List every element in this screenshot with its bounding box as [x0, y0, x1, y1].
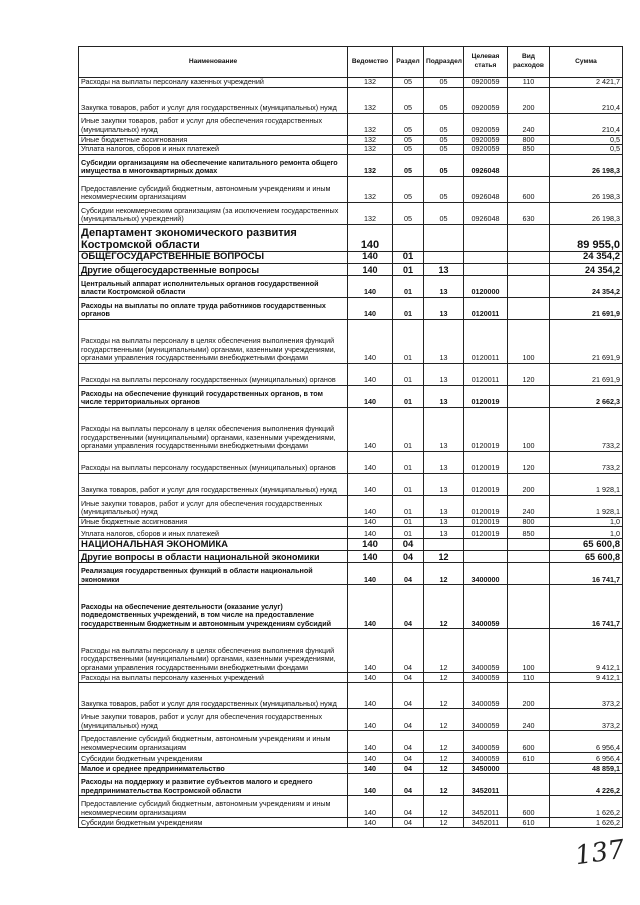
row-department: 140	[348, 363, 393, 385]
row-subsection: 12	[424, 731, 464, 753]
row-department: 132	[348, 87, 393, 113]
row-department: 132	[348, 145, 393, 155]
row-name: Расходы на обеспечение деятельности (оказание услуг) подведомственных учреждений, в том числе на предоставление государственным бюджетным и автономным учреждениям субсидий	[79, 585, 348, 629]
row-sum: 16 741,7	[550, 585, 623, 629]
table-row	[79, 495, 623, 517]
row-section: 04	[393, 753, 424, 764]
row-section: 01	[393, 451, 424, 473]
row-name: Предоставление субсидий бюджетным, автономным учреждениям и иным некоммерческим организациям	[79, 796, 348, 818]
row-expense-type: 600	[508, 796, 550, 818]
row-section: 04	[393, 673, 424, 683]
row-sum: 2 662,3	[550, 385, 623, 407]
row-sum: 1 626,2	[550, 796, 623, 818]
row-department: 132	[348, 113, 393, 135]
row-subsection: 12	[424, 764, 464, 774]
row-sum: 1 928,1	[550, 495, 623, 517]
row-department: 140	[348, 407, 393, 451]
row-name: Департамент экономического развития Костромской области	[79, 224, 348, 251]
row-sum: 48 859,1	[550, 764, 623, 774]
row-name: Расходы на поддержку и развитие субъектов малого и среднего предпринимательства Костромской области	[79, 774, 348, 796]
row-section: 04	[393, 764, 424, 774]
budget-table	[78, 46, 623, 828]
row-section: 01	[393, 473, 424, 495]
table-row	[79, 297, 623, 319]
row-section: 01	[393, 319, 424, 363]
row-name: Субсидии бюджетным учреждениям	[79, 753, 348, 764]
row-sum: 16 741,7	[550, 563, 623, 585]
row-sum: 1,0	[550, 527, 623, 539]
row-section: 05	[393, 135, 424, 145]
table-row	[79, 113, 623, 135]
row-sum: 65 600,8	[550, 539, 623, 551]
row-subsection: 13	[424, 517, 464, 527]
row-expense-type: 100	[508, 319, 550, 363]
row-expense-type: 850	[508, 145, 550, 155]
row-subsection: 13	[424, 451, 464, 473]
table-row	[79, 764, 623, 774]
row-target-article: 0120019	[464, 495, 508, 517]
row-subsection: 05	[424, 113, 464, 135]
table-row	[79, 135, 623, 145]
row-section: 04	[393, 731, 424, 753]
row-sum: 24 354,2	[550, 275, 623, 297]
row-target-article: 0920059	[464, 113, 508, 135]
row-subsection: 05	[424, 87, 464, 113]
row-name: Другие общегосударственные вопросы	[79, 263, 348, 275]
row-expense-type: 240	[508, 709, 550, 731]
table-row	[79, 683, 623, 709]
row-target-article: 3400059	[464, 629, 508, 673]
row-name: Центральный аппарат исполнительных органов государственной власти Костромской области	[79, 275, 348, 297]
row-subsection: 12	[424, 683, 464, 709]
row-name: Субсидии некоммерческим организациям (за исключением государственных (муниципальных) учреждений)	[79, 202, 348, 224]
row-department: 140	[348, 731, 393, 753]
row-sum: 24 354,2	[550, 263, 623, 275]
row-section: 04	[393, 774, 424, 796]
row-subsection: 12	[424, 563, 464, 585]
row-sum: 0,5	[550, 135, 623, 145]
row-department: 140	[348, 818, 393, 828]
row-subsection: 13	[424, 297, 464, 319]
row-section: 05	[393, 145, 424, 155]
row-department: 140	[348, 527, 393, 539]
row-name: Уплата налогов, сборов и иных платежей	[79, 145, 348, 155]
row-section: 01	[393, 297, 424, 319]
row-subsection	[424, 251, 464, 263]
table-row	[79, 176, 623, 202]
row-sum: 0,5	[550, 145, 623, 155]
row-sum: 9 412,1	[550, 629, 623, 673]
row-section: 01	[393, 251, 424, 263]
row-department: 140	[348, 539, 393, 551]
row-name: Предоставление субсидий бюджетным, автономным учреждениям и иным некоммерческим организациям	[79, 176, 348, 202]
row-sum: 21 691,9	[550, 363, 623, 385]
row-target-article: 0120019	[464, 451, 508, 473]
row-department: 140	[348, 709, 393, 731]
row-target-article: 0120011	[464, 297, 508, 319]
row-target-article: 3400059	[464, 753, 508, 764]
row-target-article: 0926048	[464, 202, 508, 224]
row-sum: 733,2	[550, 451, 623, 473]
row-name: Расходы на выплаты персоналу в целях обеспечения выполнения функций государственными (муниципальными) органами, казенными учреждениями, органами управления государственными внебюджетными фондами	[79, 629, 348, 673]
header-subsection: Подраздел	[424, 47, 464, 78]
table-row	[79, 78, 623, 88]
row-target-article: 3400059	[464, 709, 508, 731]
row-expense-type	[508, 297, 550, 319]
row-department: 140	[348, 673, 393, 683]
row-department: 140	[348, 764, 393, 774]
row-target-article	[464, 539, 508, 551]
row-subsection: 13	[424, 473, 464, 495]
row-department: 132	[348, 176, 393, 202]
row-subsection: 12	[424, 709, 464, 731]
row-expense-type	[508, 585, 550, 629]
table-row	[79, 796, 623, 818]
row-expense-type: 600	[508, 731, 550, 753]
row-subsection: 12	[424, 774, 464, 796]
table-row	[79, 87, 623, 113]
table-row	[79, 224, 623, 251]
table-row	[79, 539, 623, 551]
table-row	[79, 275, 623, 297]
row-subsection	[424, 539, 464, 551]
row-subsection: 05	[424, 154, 464, 176]
row-section: 04	[393, 585, 424, 629]
row-target-article: 0920059	[464, 78, 508, 88]
row-expense-type: 120	[508, 451, 550, 473]
budget-table-sheet	[78, 46, 622, 828]
row-department: 132	[348, 135, 393, 145]
row-department: 140	[348, 563, 393, 585]
row-subsection: 13	[424, 263, 464, 275]
row-subsection: 05	[424, 78, 464, 88]
row-name: Другие вопросы в области национальной экономики	[79, 551, 348, 563]
row-name: Расходы на выплаты персоналу казенных учреждений	[79, 78, 348, 88]
row-department: 140	[348, 224, 393, 251]
row-expense-type: 240	[508, 113, 550, 135]
row-section: 05	[393, 154, 424, 176]
row-target-article: 0920059	[464, 87, 508, 113]
table-row	[79, 145, 623, 155]
row-target-article: 3452011	[464, 818, 508, 828]
row-subsection: 05	[424, 202, 464, 224]
row-department: 140	[348, 275, 393, 297]
row-sum: 1,0	[550, 517, 623, 527]
row-subsection: 12	[424, 551, 464, 563]
row-sum: 210,4	[550, 87, 623, 113]
row-name: Реализация государственных функций в области национальной экономики	[79, 563, 348, 585]
row-name: Иные закупки товаров, работ и услуг для обеспечения государственных (муниципальных) нужд	[79, 709, 348, 731]
row-section: 04	[393, 551, 424, 563]
row-section	[393, 224, 424, 251]
row-name: Расходы на выплаты по оплате труда работников государственных органов	[79, 297, 348, 319]
row-name: Субсидии бюджетным учреждениям	[79, 818, 348, 828]
row-target-article	[464, 551, 508, 563]
row-subsection: 05	[424, 135, 464, 145]
row-name: НАЦИОНАЛЬНАЯ ЭКОНОМИКА	[79, 539, 348, 551]
row-expense-type	[508, 563, 550, 585]
row-target-article: 3400000	[464, 563, 508, 585]
header-expense-type: Вид расходов	[508, 47, 550, 78]
row-target-article: 3400059	[464, 673, 508, 683]
header-department: Ведомство	[348, 47, 393, 78]
table-row	[79, 319, 623, 363]
row-section: 01	[393, 263, 424, 275]
row-section: 01	[393, 495, 424, 517]
header-target-article: Целевая статья	[464, 47, 508, 78]
row-section: 04	[393, 818, 424, 828]
row-expense-type	[508, 275, 550, 297]
row-expense-type	[508, 224, 550, 251]
row-department: 132	[348, 78, 393, 88]
row-department: 140	[348, 517, 393, 527]
row-sum: 1 626,2	[550, 818, 623, 828]
row-target-article	[464, 224, 508, 251]
row-name: Иные бюджетные ассигнования	[79, 517, 348, 527]
table-row	[79, 517, 623, 527]
row-expense-type	[508, 774, 550, 796]
row-name: Расходы на выплаты персоналу государственных (муниципальных) органов	[79, 363, 348, 385]
row-target-article: 0920059	[464, 135, 508, 145]
row-department: 140	[348, 796, 393, 818]
row-expense-type: 100	[508, 629, 550, 673]
row-department: 140	[348, 774, 393, 796]
row-subsection: 13	[424, 495, 464, 517]
row-target-article: 0120000	[464, 275, 508, 297]
table-row	[79, 551, 623, 563]
row-target-article: 0120019	[464, 517, 508, 527]
row-subsection: 13	[424, 363, 464, 385]
row-expense-type	[508, 385, 550, 407]
row-target-article: 0120019	[464, 385, 508, 407]
row-section: 05	[393, 87, 424, 113]
row-section: 04	[393, 683, 424, 709]
row-expense-type: 800	[508, 517, 550, 527]
row-target-article: 0120011	[464, 319, 508, 363]
row-name: Расходы на обеспечение функций государственных органов, в том числе территориальных органов	[79, 385, 348, 407]
table-row	[79, 629, 623, 673]
row-section: 05	[393, 78, 424, 88]
row-department: 140	[348, 473, 393, 495]
row-sum: 2 421,7	[550, 78, 623, 88]
row-target-article: 0926048	[464, 176, 508, 202]
row-expense-type: 200	[508, 87, 550, 113]
row-target-article: 0120019	[464, 407, 508, 451]
row-department: 140	[348, 263, 393, 275]
row-section: 05	[393, 176, 424, 202]
row-subsection: 05	[424, 145, 464, 155]
row-name: Иные закупки товаров, работ и услуг для обеспечения государственных (муниципальных) нужд	[79, 495, 348, 517]
row-section: 05	[393, 113, 424, 135]
row-department: 140	[348, 629, 393, 673]
row-section: 04	[393, 539, 424, 551]
row-sum: 21 691,9	[550, 297, 623, 319]
table-row	[79, 251, 623, 263]
row-target-article: 3400059	[464, 683, 508, 709]
row-department: 140	[348, 683, 393, 709]
row-name: Субсидии организациям на обеспечение капитального ремонта общего имущества в многоквартирных домах	[79, 154, 348, 176]
row-expense-type: 110	[508, 673, 550, 683]
row-target-article: 3400059	[464, 731, 508, 753]
row-section: 04	[393, 563, 424, 585]
row-expense-type	[508, 251, 550, 263]
header-sum: Сумма	[550, 47, 623, 78]
row-section: 05	[393, 202, 424, 224]
row-target-article: 3452011	[464, 774, 508, 796]
row-sum: 373,2	[550, 683, 623, 709]
row-subsection: 12	[424, 753, 464, 764]
row-department: 140	[348, 319, 393, 363]
row-sum: 6 956,4	[550, 753, 623, 764]
header-section: Раздел	[393, 47, 424, 78]
row-expense-type	[508, 263, 550, 275]
row-sum: 26 198,3	[550, 202, 623, 224]
row-department: 140	[348, 385, 393, 407]
row-sum: 6 956,4	[550, 731, 623, 753]
row-subsection: 13	[424, 319, 464, 363]
row-department: 140	[348, 451, 393, 473]
row-sum: 21 691,9	[550, 319, 623, 363]
row-expense-type: 110	[508, 78, 550, 88]
row-expense-type	[508, 154, 550, 176]
row-expense-type: 600	[508, 176, 550, 202]
row-section: 04	[393, 629, 424, 673]
row-target-article	[464, 263, 508, 275]
row-expense-type	[508, 764, 550, 774]
row-name: Расходы на выплаты персоналу государственных (муниципальных) органов	[79, 451, 348, 473]
row-section: 01	[393, 275, 424, 297]
row-department: 140	[348, 753, 393, 764]
row-expense-type: 610	[508, 753, 550, 764]
row-section: 01	[393, 385, 424, 407]
table-row	[79, 709, 623, 731]
row-name: Иные закупки товаров, работ и услуг для обеспечения государственных (муниципальных) нужд	[79, 113, 348, 135]
table-row	[79, 263, 623, 275]
row-section: 04	[393, 709, 424, 731]
row-section: 01	[393, 407, 424, 451]
row-subsection: 12	[424, 585, 464, 629]
row-name: Закупка товаров, работ и услуг для государственных (муниципальных) нужд	[79, 87, 348, 113]
table-header-row	[79, 47, 623, 78]
row-expense-type: 100	[508, 407, 550, 451]
row-name: Иные бюджетные ассигнования	[79, 135, 348, 145]
row-subsection: 13	[424, 407, 464, 451]
row-sum: 4 226,2	[550, 774, 623, 796]
row-department: 140	[348, 585, 393, 629]
row-expense-type: 630	[508, 202, 550, 224]
row-subsection: 05	[424, 176, 464, 202]
row-expense-type: 200	[508, 683, 550, 709]
row-target-article: 3452011	[464, 796, 508, 818]
table-row	[79, 527, 623, 539]
row-expense-type: 240	[508, 495, 550, 517]
row-name: Закупка товаров, работ и услуг для государственных (муниципальных) нужд	[79, 683, 348, 709]
row-subsection: 12	[424, 818, 464, 828]
row-expense-type: 850	[508, 527, 550, 539]
row-target-article: 0120019	[464, 527, 508, 539]
row-sum: 24 354,2	[550, 251, 623, 263]
row-subsection: 12	[424, 673, 464, 683]
row-expense-type: 200	[508, 473, 550, 495]
row-sum: 1 928,1	[550, 473, 623, 495]
row-name: Малое и среднее предпринимательство	[79, 764, 348, 774]
table-row	[79, 774, 623, 796]
row-section: 04	[393, 796, 424, 818]
row-name: Расходы на выплаты персоналу в целях обеспечения выполнения функций государственными (муниципальными) органами, казенными учреждениями, органами управления государственными внебюджетными фондами	[79, 407, 348, 451]
row-sum: 210,4	[550, 113, 623, 135]
table-row	[79, 585, 623, 629]
row-sum: 733,2	[550, 407, 623, 451]
row-sum: 373,2	[550, 709, 623, 731]
table-row	[79, 563, 623, 585]
row-subsection: 13	[424, 527, 464, 539]
table-row	[79, 731, 623, 753]
header-name: Наименование	[79, 47, 348, 78]
row-target-article: 3450000	[464, 764, 508, 774]
row-name: Расходы на выплаты персоналу в целях обеспечения выполнения функций государственными (муниципальными) органами, казенными учреждениями, органами управления государственными внебюджетными фондами	[79, 319, 348, 363]
table-row	[79, 673, 623, 683]
row-department: 140	[348, 551, 393, 563]
table-row	[79, 202, 623, 224]
row-department: 140	[348, 251, 393, 263]
row-department: 132	[348, 154, 393, 176]
row-target-article	[464, 251, 508, 263]
row-target-article: 0926048	[464, 154, 508, 176]
row-subsection: 12	[424, 629, 464, 673]
row-sum: 65 600,8	[550, 551, 623, 563]
table-row	[79, 473, 623, 495]
table-row	[79, 385, 623, 407]
table-row	[79, 154, 623, 176]
row-name: ОБЩЕГОСУДАРСТВЕННЫЕ ВОПРОСЫ	[79, 251, 348, 263]
row-expense-type	[508, 551, 550, 563]
row-target-article: 0120019	[464, 473, 508, 495]
row-section: 01	[393, 527, 424, 539]
row-target-article: 0120011	[464, 363, 508, 385]
row-department: 132	[348, 202, 393, 224]
row-sum: 26 198,3	[550, 176, 623, 202]
table-row	[79, 818, 623, 828]
row-expense-type: 120	[508, 363, 550, 385]
row-subsection: 13	[424, 275, 464, 297]
table-row	[79, 407, 623, 451]
table-row	[79, 451, 623, 473]
row-department: 140	[348, 297, 393, 319]
row-expense-type: 610	[508, 818, 550, 828]
row-section: 01	[393, 517, 424, 527]
row-name: Уплата налогов, сборов и иных платежей	[79, 527, 348, 539]
row-target-article: 0920059	[464, 145, 508, 155]
row-sum: 26 198,3	[550, 154, 623, 176]
row-name: Расходы на выплаты персоналу казенных учреждений	[79, 673, 348, 683]
row-subsection: 13	[424, 385, 464, 407]
row-name: Предоставление субсидий бюджетным, автономным учреждениям и иным некоммерческим организациям	[79, 731, 348, 753]
row-name: Закупка товаров, работ и услуг для государственных (муниципальных) нужд	[79, 473, 348, 495]
row-expense-type: 800	[508, 135, 550, 145]
row-sum: 9 412,1	[550, 673, 623, 683]
row-department: 140	[348, 495, 393, 517]
row-section: 01	[393, 363, 424, 385]
table-row	[79, 363, 623, 385]
row-expense-type	[508, 539, 550, 551]
table-row	[79, 753, 623, 764]
handwritten-page-number: 137	[573, 834, 627, 872]
row-sum: 89 955,0	[550, 224, 623, 251]
row-subsection: 12	[424, 796, 464, 818]
row-subsection	[424, 224, 464, 251]
row-target-article: 3400059	[464, 585, 508, 629]
